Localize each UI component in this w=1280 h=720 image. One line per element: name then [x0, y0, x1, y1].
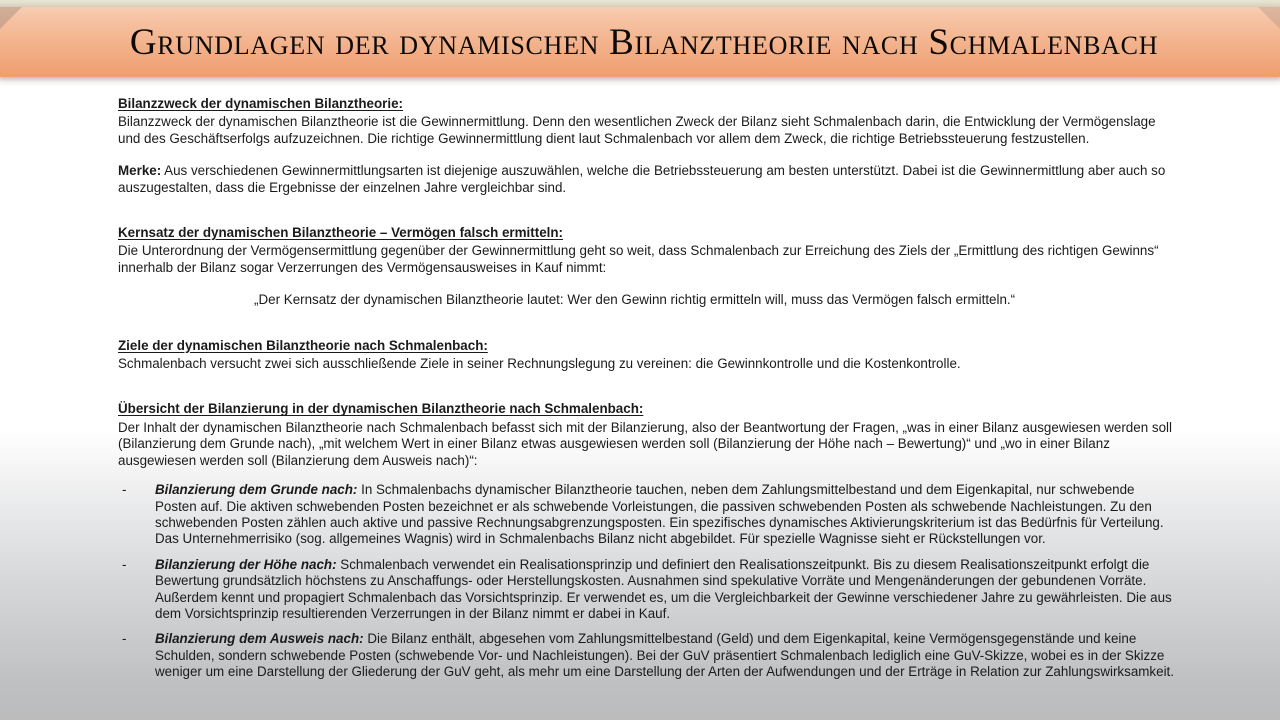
spacer: [118, 325, 1176, 338]
section-kernsatz: [118, 225, 1176, 309]
bullet-dash-icon: -: [122, 631, 127, 647]
section-heading-bilanzzweck: Bilanzzweck der dynamischen Bilanztheorie:: [118, 96, 404, 111]
spacer: [118, 276, 1176, 292]
list-item: [118, 557, 1176, 623]
list-item: [118, 482, 1176, 548]
section-heading-uebersicht: Übersicht der Bilanzierung in der dynamischen Bilanztheorie nach Schmalenbach:: [118, 401, 644, 417]
section-bilanzzweck: [118, 96, 1176, 196]
spacer: [118, 309, 1176, 325]
bilanzierung-bullet-list: [118, 482, 1176, 680]
banner-bottom-shadow: [0, 77, 1280, 87]
slide-body: [118, 96, 1176, 681]
bullet-lead: Bilanzierung dem Grunde nach:: [155, 482, 358, 498]
spacer: [118, 212, 1176, 225]
section-paragraph-bilanzzweck: Bilanzzweck der dynamischen Bilanztheorie ist die Gewinnermittlung. Denn den wesentlichen Zweck der Bilanz sieht Schmalenbach darin, die Entwicklung der Vermögenslage und des Geschäftserfolgs aufzuzeichnen. Die richtige Gewinnermittlung dient laut Schmalenbach vor allem dem Zweck, die richtige Betriebssteuerung festzustellen.: [118, 114, 1156, 146]
spacer: [118, 147, 1176, 163]
bullet-lead: Bilanzierung der Höhe nach:: [155, 556, 337, 572]
section-paragraph-uebersicht: Der Inhalt der dynamischen Bilanztheorie nach Schmalenbach befasst sich mit der Bilanzierung, also der Beantwortung der Fragen, „was in einer Bilanz ausgewiesen werden soll (Bilanzierung dem Grunde nach), „mit welchem Wert in einer Bilanz etwas ausgewiesen werden soll (Bilanzierung der Höhe nach – Bewertung)“ und „wo in einer Bilanz ausgewiesen werden soll (Bilanzierung dem Ausweis nach)“:: [118, 419, 1172, 468]
section-heading-ziele: Ziele der dynamischen Bilanztheorie nach Schmalenbach:: [118, 337, 488, 353]
section-heading-kernsatz: Kernsatz der dynamischen Bilanztheorie – Vermögen falsch ermitteln:: [118, 225, 563, 241]
bullet-text: In Schmalenbachs dynamischer Bilanztheorie tauchen, neben dem Zahlungsmittelbestand und dem Eigenkapital, nur schwebende Posten auf. Die aktiven schwebenden Posten bezeichnet er als schwebende Vorleistungen, die passiven schwebenden Posten als schwebende Nachleistungen. Zu den schwebenden Posten zählen auch aktive und passive Rechnungsabgrenzungsposten. Ein spezifisches dynamisches Aktivierungskriterium ist das Bedürfnis für Verteilung. Das Unternehmerrisiko (sog. allgemeines Wagnis) wird in Schmalenbachs Bilanz nicht abgebildet. Für spezielle Wagnisse sieht er Rückstellungen vor.: [155, 482, 1164, 547]
bullet-dash-icon: -: [122, 482, 127, 498]
list-item: [118, 631, 1176, 680]
title-banner: [0, 0, 1280, 88]
spacer: [118, 469, 1176, 482]
spacer: [118, 372, 1176, 388]
bullet-lead: Bilanzierung dem Ausweis nach:: [155, 631, 364, 647]
merke-text: Aus verschiedenen Gewinnermittlungsarten ist diejenige auszuwählen, welche die Betriebssteuerung am besten unterstützt. Dabei ist die Gewinnermittlung aber auch so auszugestalten, dass die Ergebnisse der einzelnen Jahre vergleichbar sind.: [118, 163, 1166, 195]
section-paragraph-kernsatz: Die Unterordnung der Vermögensermittlung gegenüber der Gewinnermittlung geht so weit, dass Schmalenbach zur Erreichung des Ziels der „Ermittlung des richtigen Gewinns“ innerhalb der Bilanz sogar Verzerrungen des Vermögensausweises in Kauf nimmt:: [118, 243, 1159, 275]
spacer: [118, 388, 1176, 401]
section-uebersicht: [118, 401, 1176, 680]
merke-paragraph: [118, 163, 1176, 196]
spacer: [118, 196, 1176, 212]
merke-label: Merke:: [118, 163, 162, 179]
slide-title: Grundlagen der dynamischen Bilanztheorie nach Schmalenbach: [129, 21, 1159, 63]
kernsatz-quote: „Der Kernsatz der dynamischen Bilanztheorie lautet: Wer den Gewinn richtig ermitteln will, muss das Vermögen falsch ermitteln.“: [254, 292, 1016, 308]
bullet-dash-icon: -: [122, 556, 127, 572]
section-ziele: [118, 338, 1176, 373]
section-paragraph-ziele: Schmalenbach versucht zwei sich ausschließende Ziele in seiner Rechnungslegung zu vereinen: die Gewinnkontrolle und die Kostenkontrolle.: [118, 356, 961, 372]
bullet-text: Die Bilanz enthält, abgesehen vom Zahlungsmittelbestand (Geld) und dem Eigenkapital, keine Vermögensgegenstände und keine Schulden, sondern schwebende Posten (schwebende Vor- und Nachleistungen). Bei der GuV präsentiert Schmalenbach lediglich eine GuV-Skizze, wobei es in der Skizze weniger um eine Darstellung der Gliederung der GuV geht, als mehr um eine Darstellung der Arten der Aufwendungen und der Erträge in Relation zur Zahlungswirksamkeit.: [155, 631, 1174, 680]
bullet-text: Schmalenbach verwendet ein Realisationsprinzip und definiert den Realisationszeitpunkt. Bis zu diesem Realisationszeitpunkt erfolgt die Bewertung grundsätzlich höchstens zu Anschaffungs- oder Herstellungskosten. Ausnahmen sind spekulative Vorräte und Mengenänderungen der gebundenen Vorräte. Außerdem kennt und propagiert Schmalenbach das Vorsichtsprinzip. Er verwendet es, um die Vergleichbarkeit der Gewinne verschiedener Jahre zu gewährleisten. Die aus dem Vorsichtsprinzip resultierenden Verzerrungen in der Bilanz nimmt er dabei in Kauf.: [155, 556, 1172, 621]
